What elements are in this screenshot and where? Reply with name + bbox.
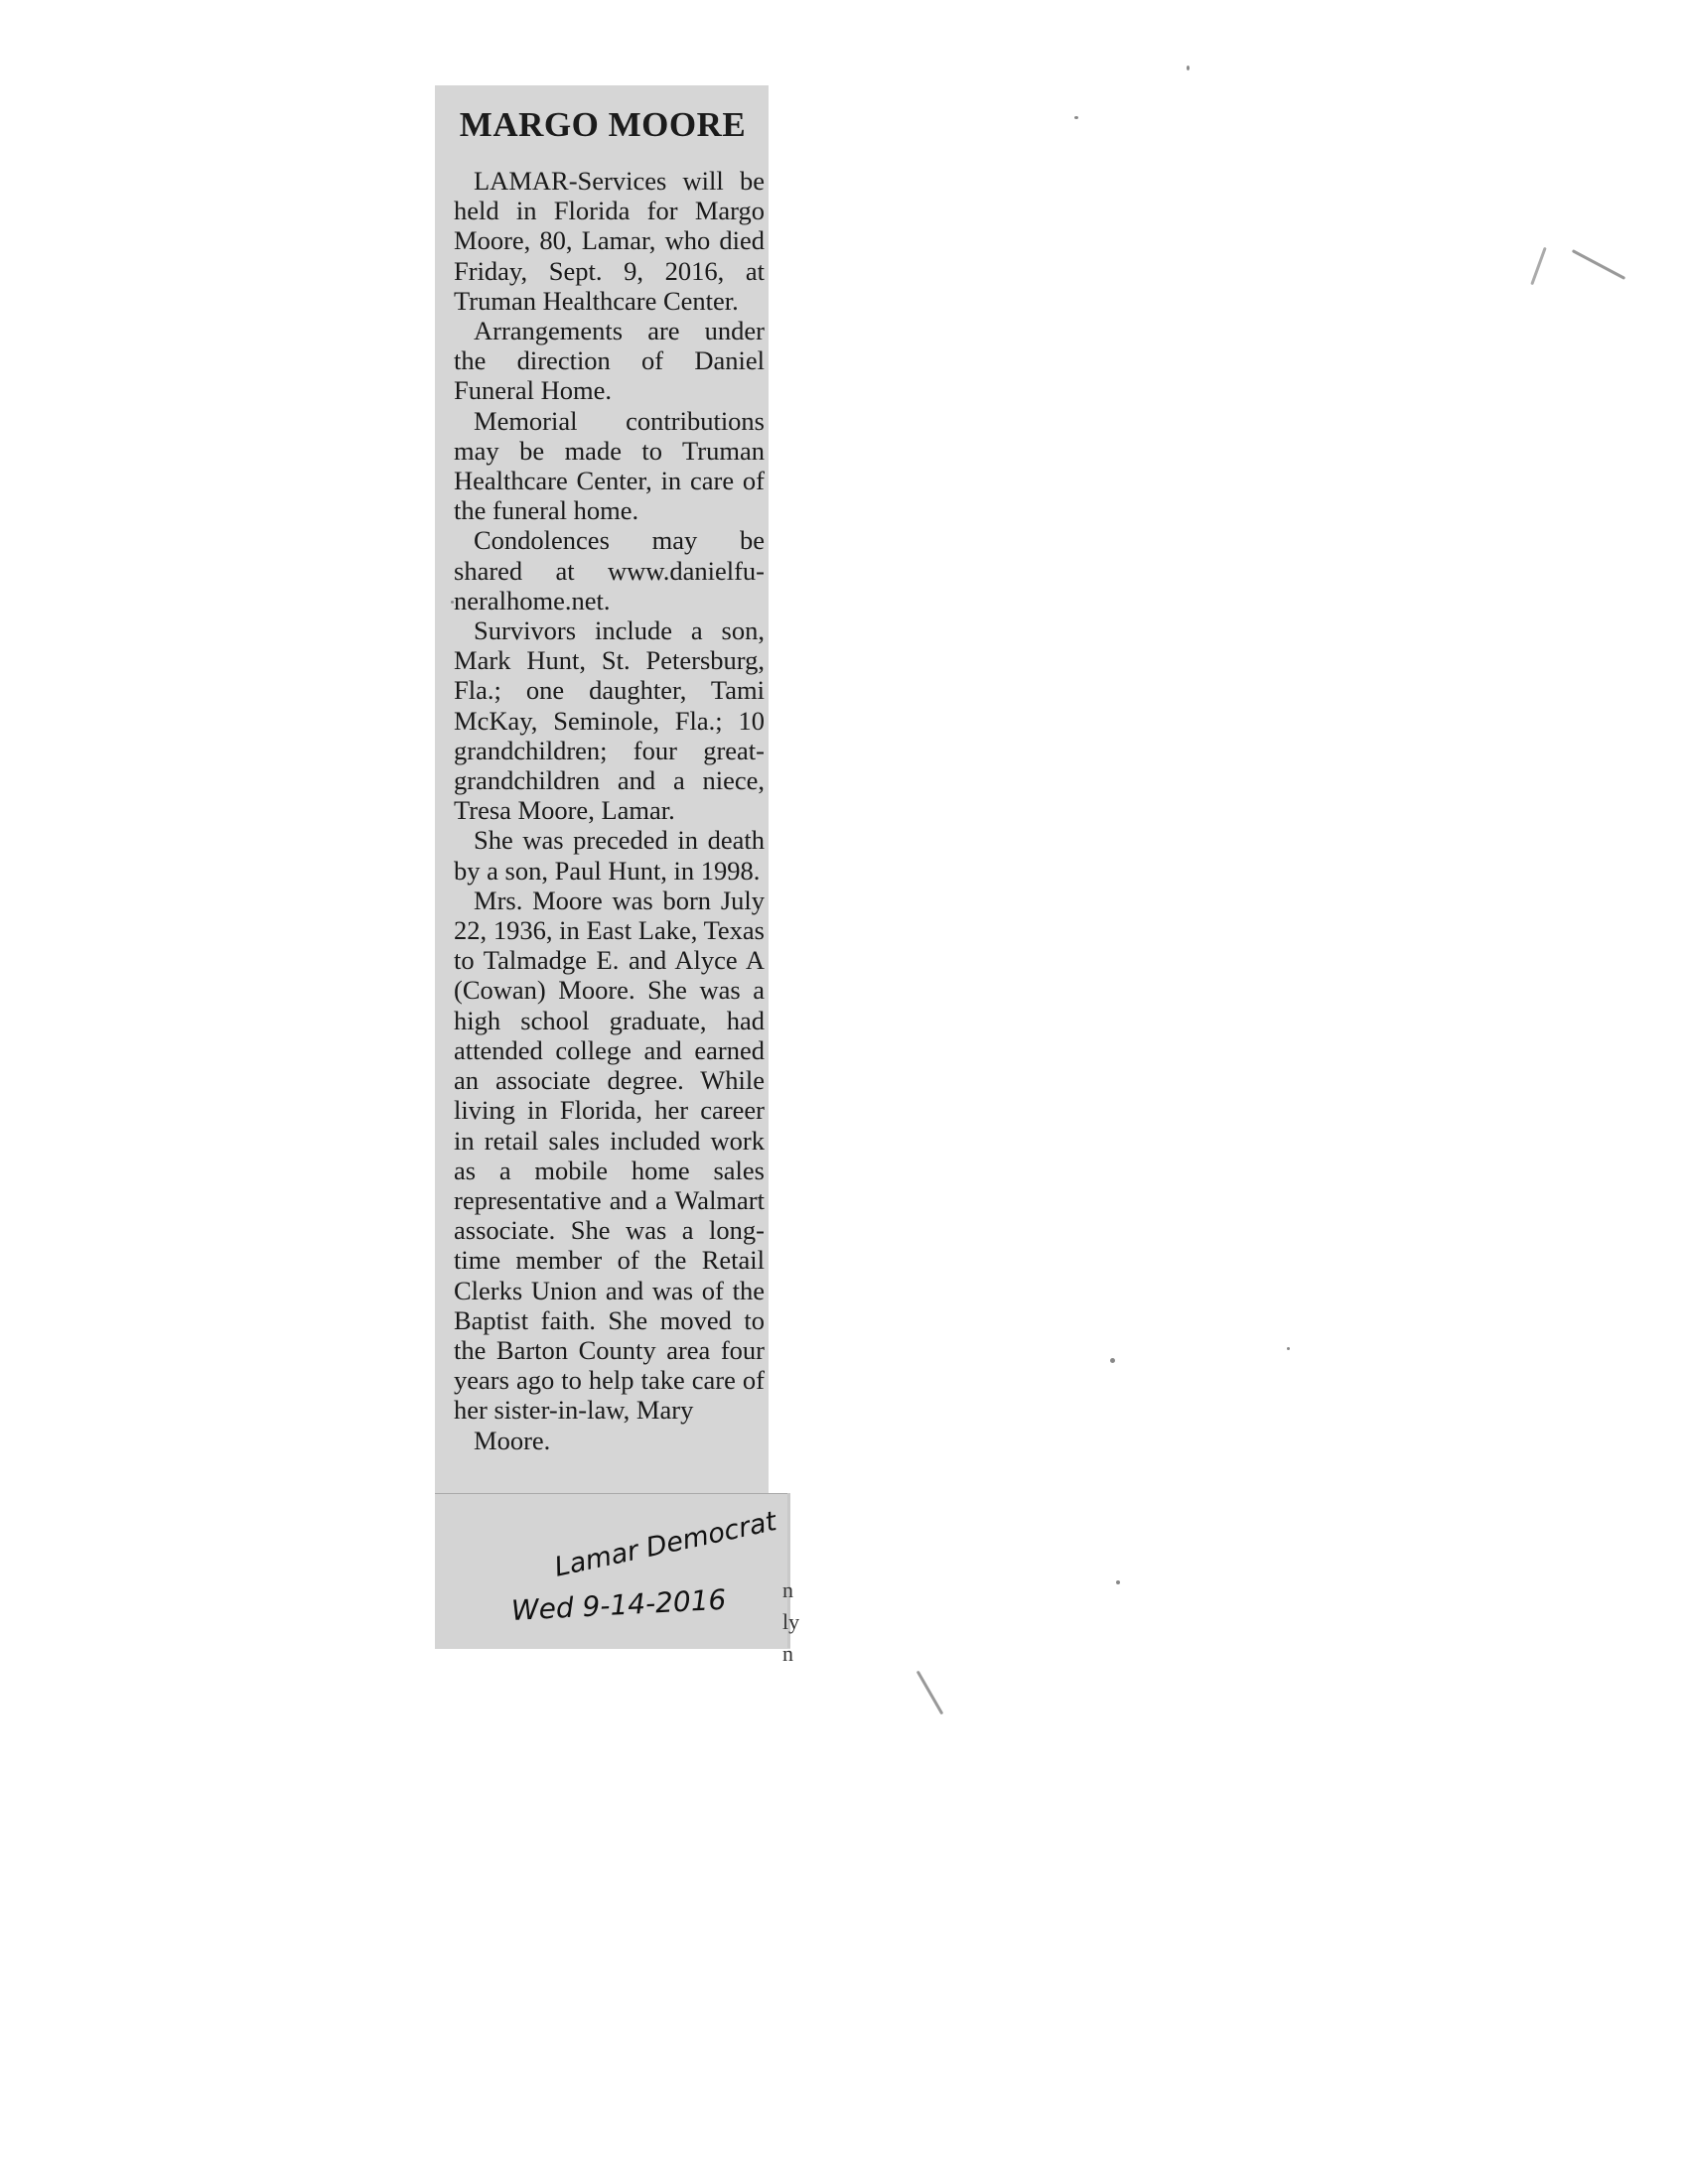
scan-speck: [451, 601, 454, 604]
handwritten-date: Wed 9-14-2016: [510, 1582, 728, 1627]
paragraph-arrangements: Arrangements are under the direction of Daniel Funeral Home.: [454, 316, 765, 406]
paragraph-survivors: Survivors include a son, Mark Hunt, St. Petersburg, Fla.; one daughter, Tami McKay, Seminole, Fla.; 10 grandchildren; four great-grandchildren and a niece, Tresa Moore, Lamar.: [454, 615, 765, 826]
scan-speck: [1287, 1347, 1290, 1350]
scan-speck: [1572, 249, 1625, 280]
scan-speck: [1074, 116, 1078, 119]
obituary-clipping: [435, 85, 800, 1666]
scan-speck: [1530, 247, 1547, 286]
paragraph-biography: Mrs. Moore was born July 22, 1936, in East Lake, Texas to Talmadge E. and Alyce A (Cowan) Moore. She was a high school graduate, had attended college and earned an associate degree. While living in Florida, her career in retail sales included work as a mobile home sales representative and a Walmart associate. She was a long-time member of the Retail Clerks Union and was of the Baptist faith. She moved to the Barton County area four years ago to help take care of her sister-in-law, Mary: [454, 885, 765, 1426]
paragraph-condolences: Condolences may be shared at www.danielfuneralhome.net.: [454, 525, 765, 615]
fragment-line: n: [782, 1641, 793, 1666]
obituary-body: [454, 166, 765, 1455]
adjacent-column-fragment: [782, 1574, 799, 1670]
fragment-line: ly: [782, 1609, 800, 1634]
scan-speck: [1187, 66, 1190, 70]
handwritten-source: Lamar Democrat: [551, 1506, 779, 1583]
scan-speck: [1110, 1358, 1115, 1363]
paragraph-preceded: She was preceded in death by a son, Paul Hunt, in 1998.: [454, 825, 765, 886]
fragment-line: n: [782, 1577, 793, 1602]
scan-speck: [916, 1671, 944, 1715]
paragraph-signoff: Moore.: [474, 1425, 551, 1455]
obituary-headline: MARGO MOORE: [459, 105, 747, 144]
scan-speck: [1116, 1580, 1120, 1584]
paragraph-memorials: Memorial contributions may be made to Truman Healthcare Center, in care of the funeral home.: [454, 405, 765, 526]
paragraph-services: LAMAR-Services will be held in Florida for Margo Moore, 80, Lamar, who died Friday, Sept. 9, 2016, at Truman Healthcare Center.: [454, 166, 765, 316]
